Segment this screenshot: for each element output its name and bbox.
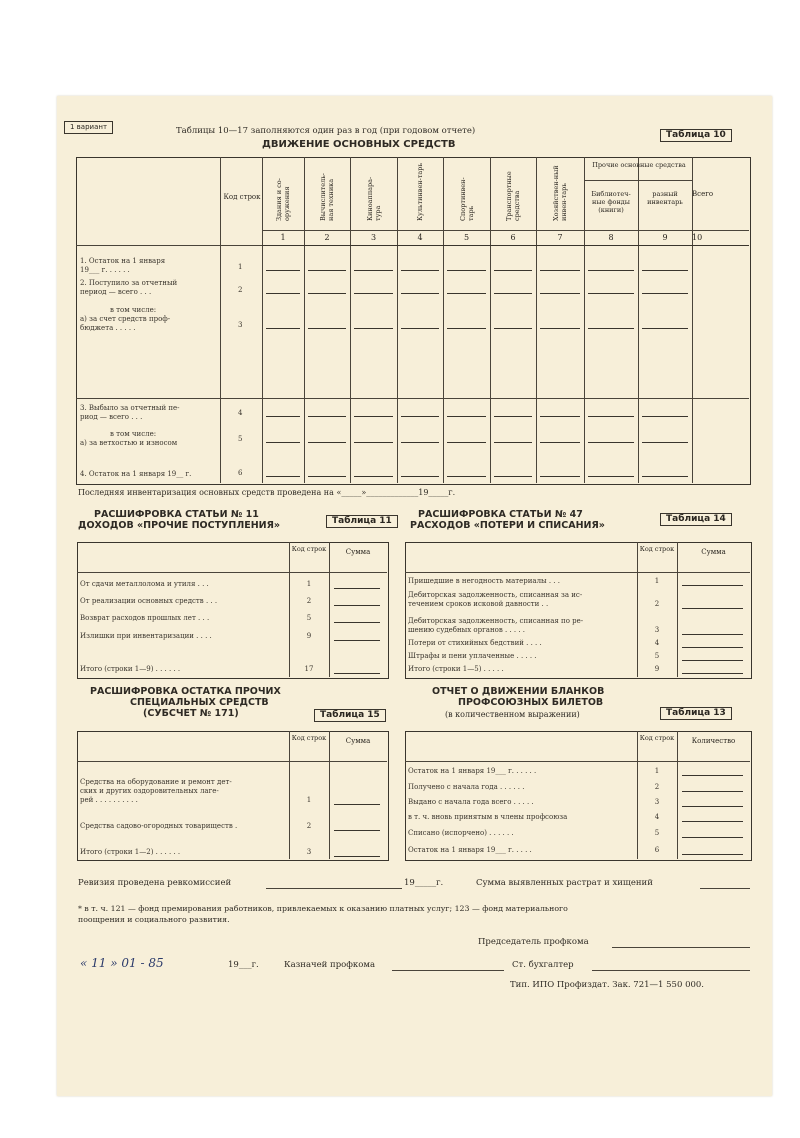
row-text (408, 767, 536, 776)
row-text-line: Средства садово-огородных товариществ . (80, 822, 238, 830)
value-header: Сумма (701, 548, 726, 556)
revision-label: Ревизия проведена ревкомиссией (78, 878, 232, 888)
row-cell-dash (308, 328, 346, 329)
row-text (408, 652, 537, 661)
row-value-dash (334, 640, 380, 641)
row-value-dash (682, 673, 743, 674)
row-code: 17 (304, 665, 314, 673)
column-header-text: разный инвентарь (647, 190, 683, 206)
row-label-line: 19___ г. . . . . . (80, 266, 130, 274)
row-cell-dash (308, 416, 346, 417)
date-suffix: 19___г. (228, 960, 259, 970)
group-header: Прочие основные средства (592, 161, 686, 169)
value-header: Сумма (345, 548, 371, 556)
row-value-dash (682, 608, 743, 609)
small-table-vline (677, 731, 678, 859)
row-text (408, 665, 504, 674)
code-header: Код строк (291, 734, 327, 742)
row-cell-dash (447, 328, 486, 329)
row-label (80, 279, 177, 297)
inventory-footer: Последняя инвентаризация основных средств проведена на «_____»_____________19_____г. (78, 488, 456, 497)
row-code: 4 (654, 639, 660, 647)
row-cell-dash (588, 293, 634, 294)
row-cell-dash (540, 476, 580, 477)
t15-title-2: СПЕЦИАЛЬНЫХ СРЕДСТВ (130, 697, 269, 708)
row-label-line: период — всего . . . (80, 288, 152, 296)
row-code: 4 (238, 409, 243, 417)
row-cell-dash (266, 442, 300, 443)
column-header-text: Библиотеч-ные фонды (книги) (591, 190, 631, 214)
row-cell-dash (642, 442, 688, 443)
row-cell-dash (266, 416, 300, 417)
row-text-line: Возврат расходов прошлых лет . . . (80, 614, 210, 622)
row-text-line: Пришедшие в негодность материалы . . . (408, 577, 560, 585)
row-code: 9 (654, 665, 660, 673)
row-label (80, 470, 191, 479)
row-text-line: Штрафы и пени уплаченные . . . . . (408, 652, 537, 660)
row-cell-dash (308, 270, 346, 271)
row-label-line: 2. Поступило за отчетный (80, 279, 178, 287)
row-text (80, 778, 232, 805)
row-cell-dash (540, 442, 580, 443)
t14-title-2: РАСХОДОВ «ПОТЕРИ И СПИСАНИЯ» (410, 520, 605, 531)
row-text-line: Потери от стихийных бедствий . . . . (408, 639, 542, 647)
grid-vline (692, 157, 693, 483)
t15-title-1: РАСШИФРОВКА ОСТАТКА ПРОЧИХ (90, 686, 281, 697)
row-label-line: а) за ветхостью и износом (80, 439, 178, 447)
t13-title-2: ПРОФСОЮЗНЫХ БИЛЕТОВ (458, 697, 604, 708)
row-code: 5 (238, 435, 243, 443)
row-code: 9 (306, 632, 312, 640)
row-cell-dash (354, 270, 393, 271)
row-text-line: ских и других оздоровительных лаге- (80, 787, 219, 795)
column-header (304, 161, 350, 229)
accountant-label: Ст. бухгалтер (512, 960, 574, 970)
row-text (408, 846, 532, 855)
column-number: 7 (557, 233, 563, 242)
small-table-hline (405, 761, 750, 762)
treasurer-label: Казначей профкома (284, 960, 376, 970)
row-text-line: Итого (строки 1—2) . . . . . . (80, 848, 181, 856)
grid-hline (262, 245, 749, 246)
row-label-line: 4. Остаток на 1 января 19__ г. (80, 470, 192, 478)
column-header-text: Спортинвен-тарь (458, 177, 475, 221)
row-code: 2 (654, 600, 660, 608)
row-cell-dash (354, 328, 393, 329)
row-code: 2 (238, 286, 243, 294)
row-cell-dash (494, 293, 532, 294)
row-code: 3 (654, 798, 660, 806)
t13-title-3: (в количественном выражении) (445, 710, 580, 719)
row-cell-dash (642, 416, 688, 417)
row-cell-dash (401, 416, 439, 417)
column-header-text: Здания и со-оружения (275, 178, 291, 221)
chairman-line (612, 947, 750, 948)
column-number: 8 (608, 233, 614, 242)
code-header: Код строк (223, 193, 261, 201)
row-code: 3 (654, 626, 660, 634)
row-cell-dash (308, 476, 346, 477)
row-value-dash (682, 660, 743, 661)
row-code: 6 (654, 846, 660, 854)
row-label-line: бюджета . . . . . (80, 324, 136, 332)
row-text-line: шению судебных органов . . . . . (408, 626, 526, 634)
small-table-hline (77, 572, 387, 573)
row-label-line: в том числе: (110, 430, 157, 438)
row-value-dash (682, 585, 743, 586)
small-table-frame (77, 542, 389, 679)
row-text-line: Списано (испорчено) . . . . . . (408, 829, 514, 837)
row-value-dash (682, 775, 743, 776)
row-cell-dash (642, 293, 688, 294)
print-info: Тип. ИПО Профиздат. Зак. 721—1 550 000. (510, 980, 704, 990)
row-label (80, 257, 165, 275)
column-header-text: Киноаппара-тура (365, 176, 382, 221)
row-value-dash (682, 791, 743, 792)
t11-label: Таблица 11 (326, 515, 398, 528)
row-cell-dash (447, 442, 486, 443)
row-code: 5 (654, 652, 660, 660)
row-text (408, 591, 582, 609)
column-number: 6 (510, 233, 516, 242)
row-label-line: в том числе: (110, 306, 157, 314)
t13-label: Таблица 13 (660, 707, 732, 720)
row-cell-dash (354, 442, 393, 443)
row-text (80, 632, 212, 641)
row-code: 1 (654, 577, 660, 585)
footnote-line-1: * в т. ч. 121 — фонд премирования работников, привлекаемых к оказанию платных услуг; 123 — фонд материального (78, 904, 568, 913)
row-label (80, 404, 180, 422)
t13-title-1: ОТЧЕТ О ДВИЖЕНИИ БЛАНКОВ (432, 686, 605, 697)
row-code: 1 (306, 796, 312, 804)
row-text-line: Итого (строки 1—5) . . . . . (408, 665, 504, 673)
row-cell-dash (447, 476, 486, 477)
row-value-dash (334, 588, 380, 589)
small-table-hline (77, 761, 387, 762)
row-label-line: а) за счет средств проф- (80, 315, 171, 323)
small-table-vline (289, 731, 290, 859)
grid-hline (584, 180, 692, 181)
row-label (80, 430, 177, 448)
row-text-line: Итого (строки 1—9) . . . . . . (80, 665, 181, 673)
small-table-vline (289, 542, 290, 677)
row-cell-dash (494, 442, 532, 443)
column-number: 9 (662, 233, 668, 242)
column-number: 4 (417, 233, 423, 242)
small-table-vline (677, 542, 678, 677)
row-text-line: Дебиторская задолженность, списанная за ис- (408, 591, 583, 599)
row-text (408, 798, 534, 807)
value-header: Сумма (345, 737, 371, 745)
main-title: ДВИЖЕНИЕ ОСНОВНЫХ СРЕДСТВ (262, 139, 456, 150)
small-table-vline (329, 542, 330, 677)
column-number: 10 (692, 233, 703, 242)
small-table-vline (329, 731, 330, 859)
treasurer-line (392, 970, 504, 971)
row-cell-dash (354, 476, 393, 477)
row-text-line: Выдано с начала года всего . . . . . (408, 798, 534, 806)
t15-label: Таблица 15 (314, 709, 386, 722)
row-value-dash (334, 622, 380, 623)
row-cell-dash (588, 442, 634, 443)
row-cell-dash (540, 416, 580, 417)
column-header (350, 161, 397, 229)
column-header-text: Всего (692, 190, 714, 198)
t11-title-2: ДОХОДОВ «ПРОЧИЕ ПОСТУПЛЕНИЯ» (78, 520, 281, 531)
column-header (262, 161, 304, 229)
row-text-line: Излишки при инвентаризации . . . . (80, 632, 212, 640)
row-text (80, 665, 180, 674)
code-header: Код строк (639, 545, 675, 553)
accountant-line (592, 970, 750, 971)
row-code: 5 (306, 614, 312, 622)
grid-hline (262, 230, 749, 231)
grid-vline (220, 157, 221, 483)
revision-year: 19_____г. (404, 878, 444, 888)
row-code: 4 (654, 813, 660, 821)
row-cell-dash (308, 442, 346, 443)
row-cell-dash (308, 293, 346, 294)
row-text (408, 829, 514, 838)
row-text-line: течением сроков исковой давности . . (408, 600, 549, 608)
row-text (80, 597, 217, 606)
row-label-line: 3. Выбыло за отчетный пе- (80, 404, 180, 412)
small-table-hline (405, 572, 750, 573)
row-cell-dash (266, 476, 300, 477)
small-table-frame (405, 731, 752, 861)
row-text (408, 577, 560, 586)
row-cell-dash (642, 270, 688, 271)
row-text-line: Остаток на 1 января 19___ г. . . . . (408, 846, 532, 854)
row-cell-dash (266, 328, 300, 329)
table-10-label: Таблица 10 (660, 129, 732, 142)
row-label-line: 1. Остаток на 1 января (80, 257, 166, 265)
column-header (443, 161, 490, 229)
row-text (80, 580, 209, 589)
t11-title-1: РАСШИФРОВКА СТАТЬИ № 11 (94, 509, 259, 520)
t14-title-1: РАСШИФРОВКА СТАТЬИ № 47 (418, 509, 583, 520)
row-cell-dash (494, 416, 532, 417)
row-value-dash (682, 837, 743, 838)
column-header-text: Вычислитель-ная техника (319, 173, 335, 221)
row-text-line: Средства на оборудование и ремонт дет- (80, 778, 232, 786)
row-text-line: рей . . . . . . . . . . (80, 796, 138, 804)
grid-hline (76, 398, 749, 399)
row-cell-dash (642, 476, 688, 477)
row-cell-dash (447, 293, 486, 294)
t15-title-3: (СУБСЧЕТ № 171) (143, 708, 239, 719)
row-text (80, 848, 180, 857)
row-value-dash (334, 856, 380, 857)
row-code: 2 (654, 783, 660, 791)
row-text (408, 617, 583, 635)
row-cell-dash (354, 416, 393, 417)
code-header: Код строк (639, 734, 675, 742)
row-cell-dash (540, 328, 580, 329)
row-value-dash (334, 673, 380, 674)
grid-hline (76, 245, 262, 246)
column-header (536, 161, 584, 229)
variant-box: 1 вариант (64, 121, 113, 134)
row-cell-dash (588, 476, 634, 477)
column-number: 2 (324, 233, 330, 242)
row-cell-dash (494, 476, 532, 477)
row-text-line: Остаток на 1 января 19___ г. . . . . . (408, 767, 537, 775)
row-cell-dash (354, 293, 393, 294)
row-text (80, 822, 237, 831)
row-cell-dash (401, 442, 439, 443)
row-text-line: От реализации основных средств . . . (80, 597, 218, 605)
row-value-dash (682, 634, 743, 635)
column-number: 3 (370, 233, 377, 242)
column-header-text: Культинвен-тарь (416, 163, 424, 221)
row-value-dash (334, 804, 380, 805)
revision-sum-label: Сумма выявленных растрат и хищений (476, 878, 653, 888)
row-label (80, 306, 170, 333)
row-code: 3 (238, 321, 243, 329)
row-text (408, 783, 524, 792)
row-code: 1 (654, 767, 660, 775)
row-text-line: Получено с начала года . . . . . . (408, 783, 525, 791)
row-cell-dash (588, 270, 634, 271)
row-cell-dash (588, 328, 634, 329)
code-header: Код строк (291, 545, 327, 553)
column-header (490, 161, 536, 229)
row-value-dash (334, 605, 380, 606)
chairman-label: Председатель профкома (478, 937, 589, 947)
row-cell-dash (642, 328, 688, 329)
column-header-text: Транспортные средства (505, 171, 521, 221)
handwritten-date: « 11 » 01 - 85 (80, 956, 164, 970)
column-header-text: Хозяйствен-ный инвен-тарь (552, 165, 568, 221)
row-cell-dash (447, 270, 486, 271)
column-number: 5 (463, 233, 470, 242)
row-value-dash (682, 821, 743, 822)
row-cell-dash (540, 270, 580, 271)
footnote-line-2: поощрения и социального развития. (78, 915, 230, 924)
row-cell-dash (401, 293, 439, 294)
row-text (80, 614, 209, 623)
column-header (397, 161, 443, 229)
t14-label: Таблица 14 (660, 513, 732, 526)
row-cell-dash (401, 270, 439, 271)
row-code: 1 (306, 580, 312, 588)
row-value-dash (682, 854, 743, 855)
row-code: 6 (238, 469, 243, 477)
row-cell-dash (494, 328, 532, 329)
row-cell-dash (401, 328, 439, 329)
small-table-vline (637, 731, 638, 859)
row-cell-dash (401, 476, 439, 477)
row-text-line: в т. ч. вновь принятым в члены профсоюза (408, 813, 568, 821)
row-text (408, 813, 567, 822)
row-code: 5 (654, 829, 660, 837)
row-label-line: риод — всего . . . (80, 413, 143, 421)
row-value-dash (682, 647, 743, 648)
row-cell-dash (266, 270, 300, 271)
row-cell-dash (266, 293, 300, 294)
row-code: 1 (238, 263, 243, 271)
row-code: 3 (306, 848, 312, 856)
value-header: Количество (691, 737, 736, 745)
row-code: 2 (306, 597, 312, 605)
revision-sum-line (700, 888, 750, 889)
column-number: 1 (280, 233, 286, 242)
revision-line (266, 888, 402, 889)
row-value-dash (334, 830, 380, 831)
row-text-line: Дебиторская задолженность, списанная по ре- (408, 617, 584, 625)
row-text-line: От сдачи металлолома и утиля . . . (80, 580, 209, 588)
table-note: Таблицы 10—17 заполняются один раз в год (при годовом отчете) (176, 126, 476, 136)
row-cell-dash (494, 270, 532, 271)
row-cell-dash (447, 416, 486, 417)
row-code: 2 (306, 822, 312, 830)
row-text (408, 639, 542, 648)
row-cell-dash (540, 293, 580, 294)
row-value-dash (682, 806, 743, 807)
row-cell-dash (588, 416, 634, 417)
